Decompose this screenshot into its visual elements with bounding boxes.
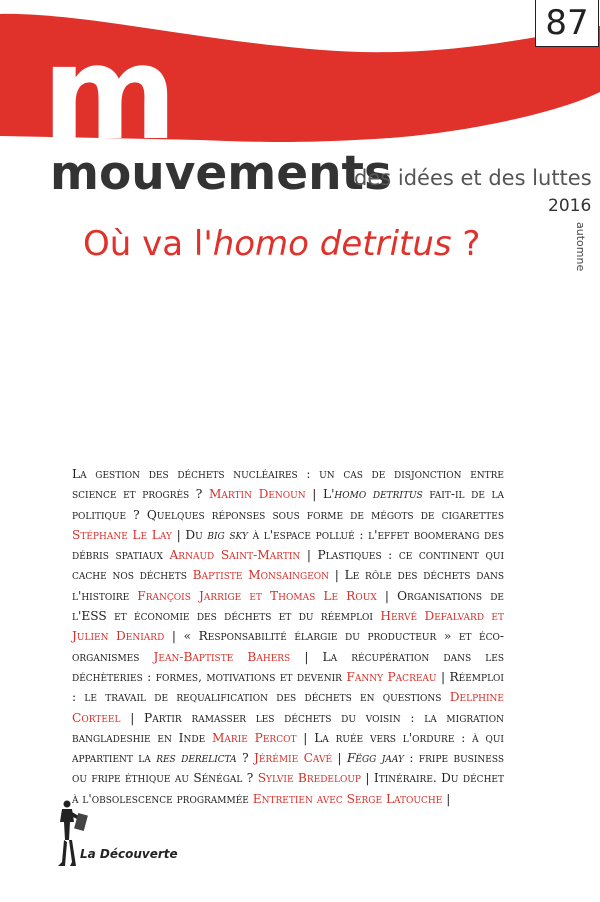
article-title-text: | Itinéraire. Du déchet à l'obsolescence programmée <box>72 771 504 806</box>
italic-term: Fëgg jaay <box>346 751 404 766</box>
article-title-text: à l'espace pollué : l'effet boomerang des débris spatiaux <box>72 527 504 563</box>
issue-season: automne <box>574 222 587 272</box>
italic-term: res derelicta <box>156 751 237 766</box>
table-of-contents <box>72 464 504 809</box>
article-title-text: : fripe business ou fripe éthique au Sénégal ? <box>72 751 505 786</box>
article-title-text: | <box>332 751 347 766</box>
article-author: Martin Denoun <box>208 487 306 502</box>
issue-number: 87 <box>535 0 599 47</box>
article-author: Jérémie Cavé <box>254 751 333 766</box>
article-author: Arnaud Saint-Martin <box>169 548 301 563</box>
magazine-name: mouvements <box>50 146 392 201</box>
italic-term: big sky <box>207 527 248 542</box>
article-author: Delphine Corteel <box>72 690 504 725</box>
article-title-text: | Réemploi : le travail de requalification des déchets en questions <box>72 669 504 705</box>
article-title-text: La gestion des déchets nucléaires : un cas de disjonction entre science et progrès ? <box>72 467 504 502</box>
article-title-text: | <box>442 791 451 806</box>
article-title-text: fait-il de la politique ? Quelques réponses sous forme de mégots de cigarettes <box>72 487 504 522</box>
article-author: François Jarrige et Thomas Le Roux <box>137 588 377 603</box>
article-title-text: | Plastiques : ce continent qui cache nos déchets <box>72 548 504 583</box>
article-title-text: | La ruée vers l'ordure : à qui appartient la <box>72 730 504 766</box>
title-italic: homo detritus <box>212 224 452 264</box>
article-author: Hervé Defalvard et Julien Deniard <box>72 609 504 644</box>
article-title-text: | L' <box>305 487 335 502</box>
logo-letter: m <box>42 17 178 169</box>
article-author: Entretien avec Serge Latouche <box>252 791 443 806</box>
issue-year: 2016 <box>548 196 592 216</box>
issue-title <box>83 224 480 264</box>
title-suffix: ? <box>451 224 481 264</box>
article-author: Baptiste Monsaingeon <box>192 568 330 583</box>
red-leaf-logo <box>0 0 600 170</box>
article-title-text: | Partir ramasser les déchets du voisin : la migration bangladeshie en Inde <box>72 710 504 745</box>
article-title-text: | « Responsabilité élargie du producteur » et éco-organismes <box>72 629 504 664</box>
article-author: Marie Percot <box>211 730 297 745</box>
article-author: Fanny Pacreau <box>346 669 437 684</box>
title-prefix: Où va l' <box>83 224 213 264</box>
article-title-text: | Le rôle des déchets dans l'histoire <box>72 568 504 603</box>
article-author: Sylvie Bredeloup <box>257 771 361 786</box>
article-author: Jean-Baptiste Bahers <box>153 649 291 664</box>
italic-term: homo detritus <box>334 487 423 502</box>
article-title-text: ? <box>236 751 255 766</box>
article-title-text: | La récupération dans les déchèteries : formes, motivations et devenir <box>72 649 505 684</box>
article-title-text: | Du <box>171 527 208 542</box>
publisher-name: La Découverte <box>80 847 178 861</box>
magazine-tagline: des idées et des luttes <box>354 166 592 190</box>
article-author: Stéphane Le Lay <box>72 527 172 542</box>
article-title-text: | Organisations de l'ESS et économie des déchets et du réemploi <box>72 588 504 624</box>
